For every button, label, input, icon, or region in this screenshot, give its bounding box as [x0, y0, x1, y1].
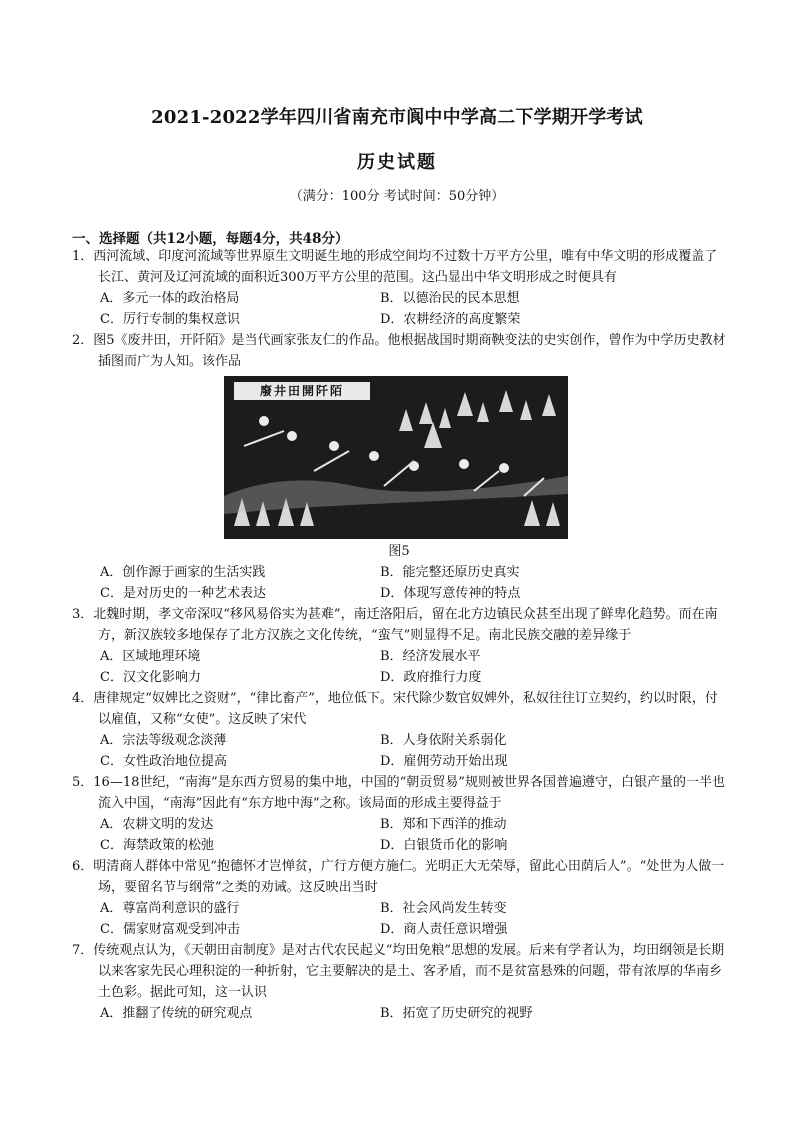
option-c: C．汉文化影响力	[100, 670, 201, 685]
option-c: C．是对历史的一种艺术表达	[100, 586, 266, 601]
option-a: A．创作源于画家的生活实践	[100, 565, 266, 580]
question-7	[72, 940, 726, 1024]
option-c: C．厉行专制的集权意识	[100, 312, 240, 327]
option-c: C．女性政治地位提高	[100, 754, 227, 769]
option-b: B．社会风尚发生转变	[380, 901, 507, 916]
option-b: B．以德治民的民本思想	[380, 291, 520, 306]
question-text: 6．明清商人群体中常见“抱德怀才岂惮贫，广行方便方施仁。光明正大无荣辱，留此心田荫后人”。“处世为人做一场，要留名节与纲常”之类的劝诫。这反映出当时	[72, 859, 725, 895]
question-text: 7．传统观点认为，《天朝田亩制度》是对古代农民起义“均田免粮”思想的发展。后来有学者认为，均田纲领是长期以来客家先民心理积淀的一种折射，它主要解决的是土、客矛盾，而不是贫富悬殊的问题，带有浓厚的华南乡土色彩。据此可知，这一认识	[72, 943, 725, 1000]
option-a: A．尊富尚利意识的盛行	[100, 901, 240, 916]
option-a: A．区域地理环境	[100, 649, 201, 664]
exam-title: 2021-2022学年四川省南充市阆中中学高二下学期开学考试	[151, 107, 643, 128]
question-5	[72, 772, 726, 856]
figure-container	[72, 376, 726, 562]
option-c: C．儒家财富观受到冲击	[100, 922, 240, 937]
option-grid	[72, 814, 726, 856]
option-grid	[72, 730, 726, 772]
question-text: 1．西河流域、印度河流域等世界原生文明诞生地的形成空间均不过数十万平方公里，唯有中华文明的形成覆盖了长江、黄河及辽河流域的面积近300万平方公里的范围。这凸显出中华文明形成之时便具有	[72, 249, 718, 285]
option-grid	[72, 646, 726, 688]
question-2	[72, 330, 726, 604]
question-4	[72, 688, 726, 772]
option-grid	[72, 288, 726, 330]
exam-meta: （满分：100分 考试时间：50分钟）	[289, 189, 505, 204]
option-b: B．拓宽了历史研究的视野	[380, 1006, 533, 1021]
option-b: B．郑和下西洋的推动	[380, 817, 507, 832]
option-b: B．经济发展水平	[380, 649, 481, 664]
question-text: 2．图5《废井田，开阡陌》是当代画家张友仁的作品。他根据战国时期商鞅变法的史实创作，曾作为中学历史教材插图而广为人知。该作品	[72, 333, 726, 369]
option-a: A．推翻了传统的研究观点	[100, 1006, 253, 1021]
question-text: 4．唐律规定“奴婢比之资财”，“律比畜产”，地位低下。宋代除少数官奴婢外，私奴往往订立契约，约以时限，付以雇值，又称“女使”。这反映了宋代	[72, 691, 718, 727]
question-list	[72, 246, 726, 1024]
option-a: A．宗法等级观念淡薄	[100, 733, 227, 748]
option-a: A．多元一体的政治格局	[100, 291, 240, 306]
question-1	[72, 246, 726, 330]
option-c: C．海禁政策的松弛	[100, 838, 214, 853]
option-d: D．商人责任意识增强	[380, 922, 508, 937]
option-d: D．政府推行力度	[380, 670, 482, 685]
option-d: D．农耕经济的高度繁荣	[380, 312, 521, 327]
question-6	[72, 856, 726, 940]
option-b: B．能完整还原历史真实	[380, 565, 520, 580]
section-heading: 一、选择题（共12小题，每题4分，共48分）	[72, 231, 349, 247]
woodcut-artwork	[224, 376, 568, 539]
option-grid	[72, 898, 726, 940]
question-3	[72, 604, 726, 688]
option-a: A．农耕文明的发达	[100, 817, 214, 832]
illustration-banner: 廢井田開阡陌	[234, 382, 370, 400]
option-d: D．雇佣劳动开始出现	[380, 754, 508, 769]
option-d: D．体现写意传神的特点	[380, 586, 521, 601]
woodcut-illustration	[224, 376, 568, 539]
question-text: 5．16—18世纪，“南海”是东西方贸易的集中地，中国的“朝贡贸易”规则被世界各国普遍遵守，白银产量的一半也流入中国，“南海”因此有“东方地中海”之称。该局面的形成主要得益于	[72, 775, 725, 811]
option-b: B．人身依附关系弱化	[380, 733, 507, 748]
option-grid	[72, 562, 726, 604]
question-text: 3．北魏时期，孝文帝深叹“移风易俗实为甚难”，南迁洛阳后，留在北方边镇民众甚至出现了鲜卑化趋势。而在南方，新汉族较多地保存了北方汉族之文化传统，“蛮气”则显得不足。南北民族交融的差异缘于	[72, 607, 718, 643]
figure-caption: 图5	[388, 544, 410, 559]
option-d: D．白银货币化的影响	[380, 838, 508, 853]
exam-subject-title: 历史试题	[357, 152, 437, 173]
option-grid	[72, 1003, 726, 1024]
